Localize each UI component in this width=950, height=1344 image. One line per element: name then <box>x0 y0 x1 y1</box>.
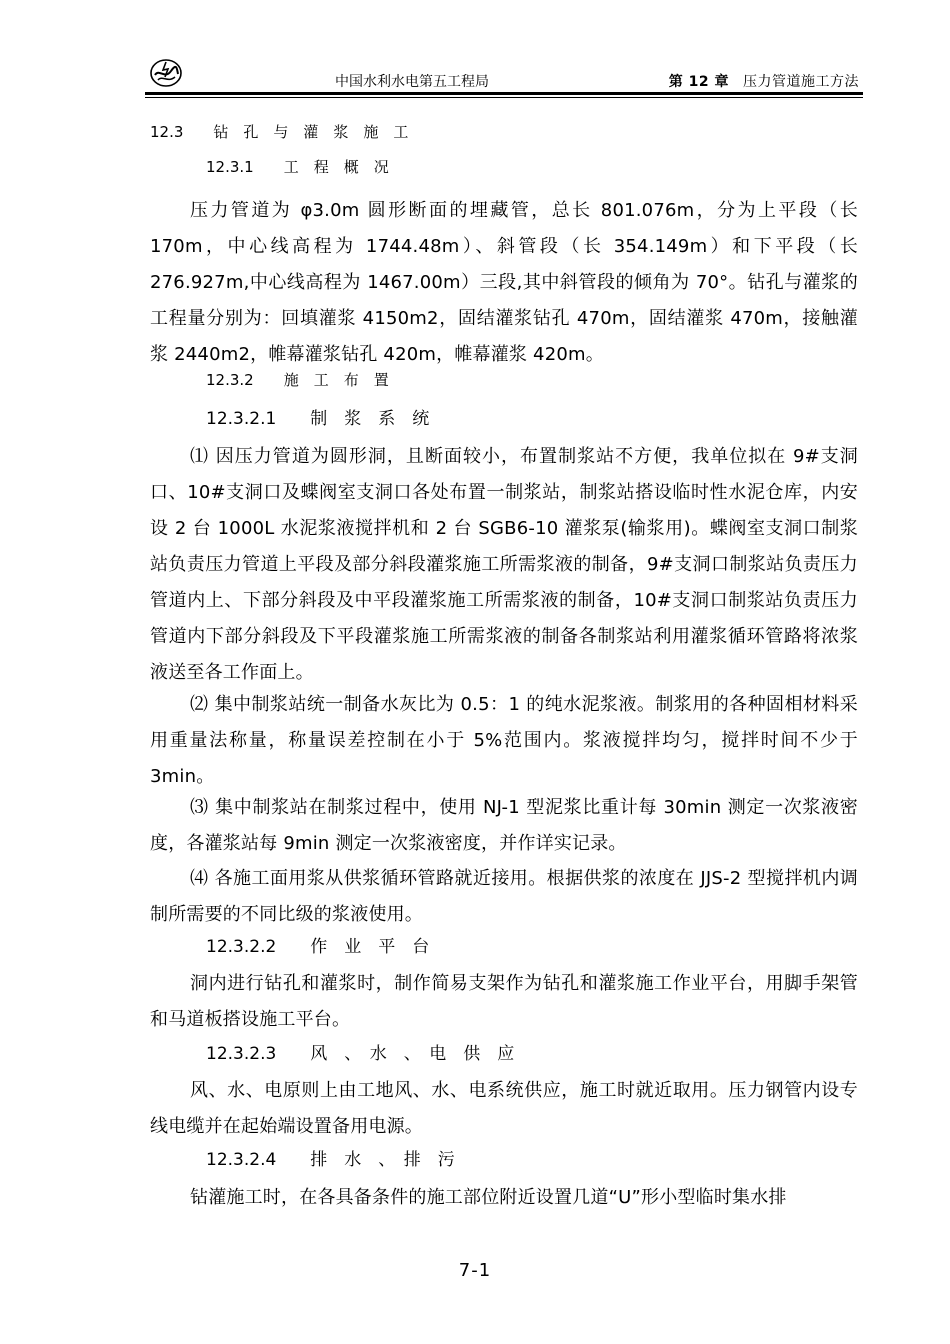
chapter-title: 压力管道施工方法 <box>743 74 859 90</box>
header-rule-thin <box>145 97 863 98</box>
organization-name: 中国水利水电第五工程局 <box>335 74 489 90</box>
section-heading-12-3-1: 12.3.1 工 程 概 况 <box>206 158 389 176</box>
paragraph-grout-3: ⑶ 集中制浆站在制浆过程中，使用 NJ-1 型泥浆比重计每 30min 测定一次浆液密度，各灌浆站每 9min 测定一次浆液密度，并作详实记录。 <box>150 797 858 854</box>
company-logo-icon <box>149 58 183 88</box>
paragraph-drainage: 钻灌施工时，在各具备条件的施工部位附近设置几道“U”形小型临时集水排 <box>190 1187 787 1208</box>
paragraph-grout-4: ⑷ 各施工面用浆从供浆循环管路就近接用。根据供浆的浓度在 JJS-2 型搅拌机内调制所需要的不同比级的浆液使用。 <box>150 868 858 925</box>
page-header <box>145 56 865 94</box>
section-heading-12-3-2: 12.3.2 施 工 布 置 <box>206 371 389 389</box>
header-rule-thick <box>145 92 863 95</box>
section-heading-12-3-2-2: 12.3.2.2 作 业 平 台 <box>206 937 430 957</box>
section-heading-12-3-2-3: 12.3.2.3 风 、 水 、 电 供 应 <box>206 1044 515 1064</box>
chapter-number: 第 12 章 <box>668 74 729 90</box>
paragraph-utilities: 风、水、电原则上由工地风、水、电系统供应，施工时就近取用。压力钢管内设专线电缆并在起始端设置备用电源。 <box>150 1080 858 1137</box>
chapter-heading <box>669 71 859 91</box>
section-heading-12-3-2-1: 12.3.2.1 制 浆 系 统 <box>206 409 430 429</box>
paragraph-overview: 压力管道为 φ3.0m 圆形断面的埋藏管，总长 801.076m，分为上平段（长 170m，中心线高程为 1744.48m）、斜管段（长 354.149m）和下平段（长 276.927m,中心线高程为 1467.00m）三段,其中斜管段的倾角为 70°。钻孔与灌浆的工程量分别为：回填灌浆 4150m2，固结灌浆钻孔 470m，固结灌浆 470m，接触灌浆 2440m2，帷幕灌浆钻孔 420m，帷幕灌浆 420m。 <box>150 200 858 365</box>
paragraph-platform: 洞内进行钻孔和灌浆时，制作简易支架作为钻孔和灌浆施工作业平台，用脚手架管和马道板搭设施工平台。 <box>150 973 858 1030</box>
section-heading-12-3-2-4: 12.3.2.4 排 水 、 排 污 <box>206 1150 455 1170</box>
section-heading-12-3: 12.3 钻 孔 与 灌 浆 施 工 <box>150 123 409 141</box>
paragraph-grout-2: ⑵ 集中制浆站统一制备水灰比为 0.5：1 的纯水泥浆液。制浆用的各种固相材料采用重量法称量，称量误差控制在小于 5%范围内。浆液搅拌均匀，搅拌时间不少于 3min。 <box>150 694 858 787</box>
paragraph-grout-1: ⑴ 因压力管道为圆形洞，且断面较小，布置制浆站不方便，我单位拟在 9#支洞口、10#支洞口及蝶阀室支洞口各处布置一制浆站，制浆站搭设临时性水泥仓库，内安设 2 台 1000L 水泥浆液搅拌机和 2 台 SGB6-10 灌浆泵(输浆用)。蝶阀室支洞口制浆站负责压力管道上平段及部分斜段灌浆施工所需浆液的制备，9#支洞口制浆站负责压力管道内上、下部分斜段及中平段灌浆施工所需浆液的制备，10#支洞口制浆站负责压力管道内下部分斜段及下平段灌浆施工所需浆液的制备各制浆站利用灌浆循环管路将浓浆液送至各工作面上。 <box>150 446 858 683</box>
page-number: 7-1 <box>458 1260 492 1281</box>
